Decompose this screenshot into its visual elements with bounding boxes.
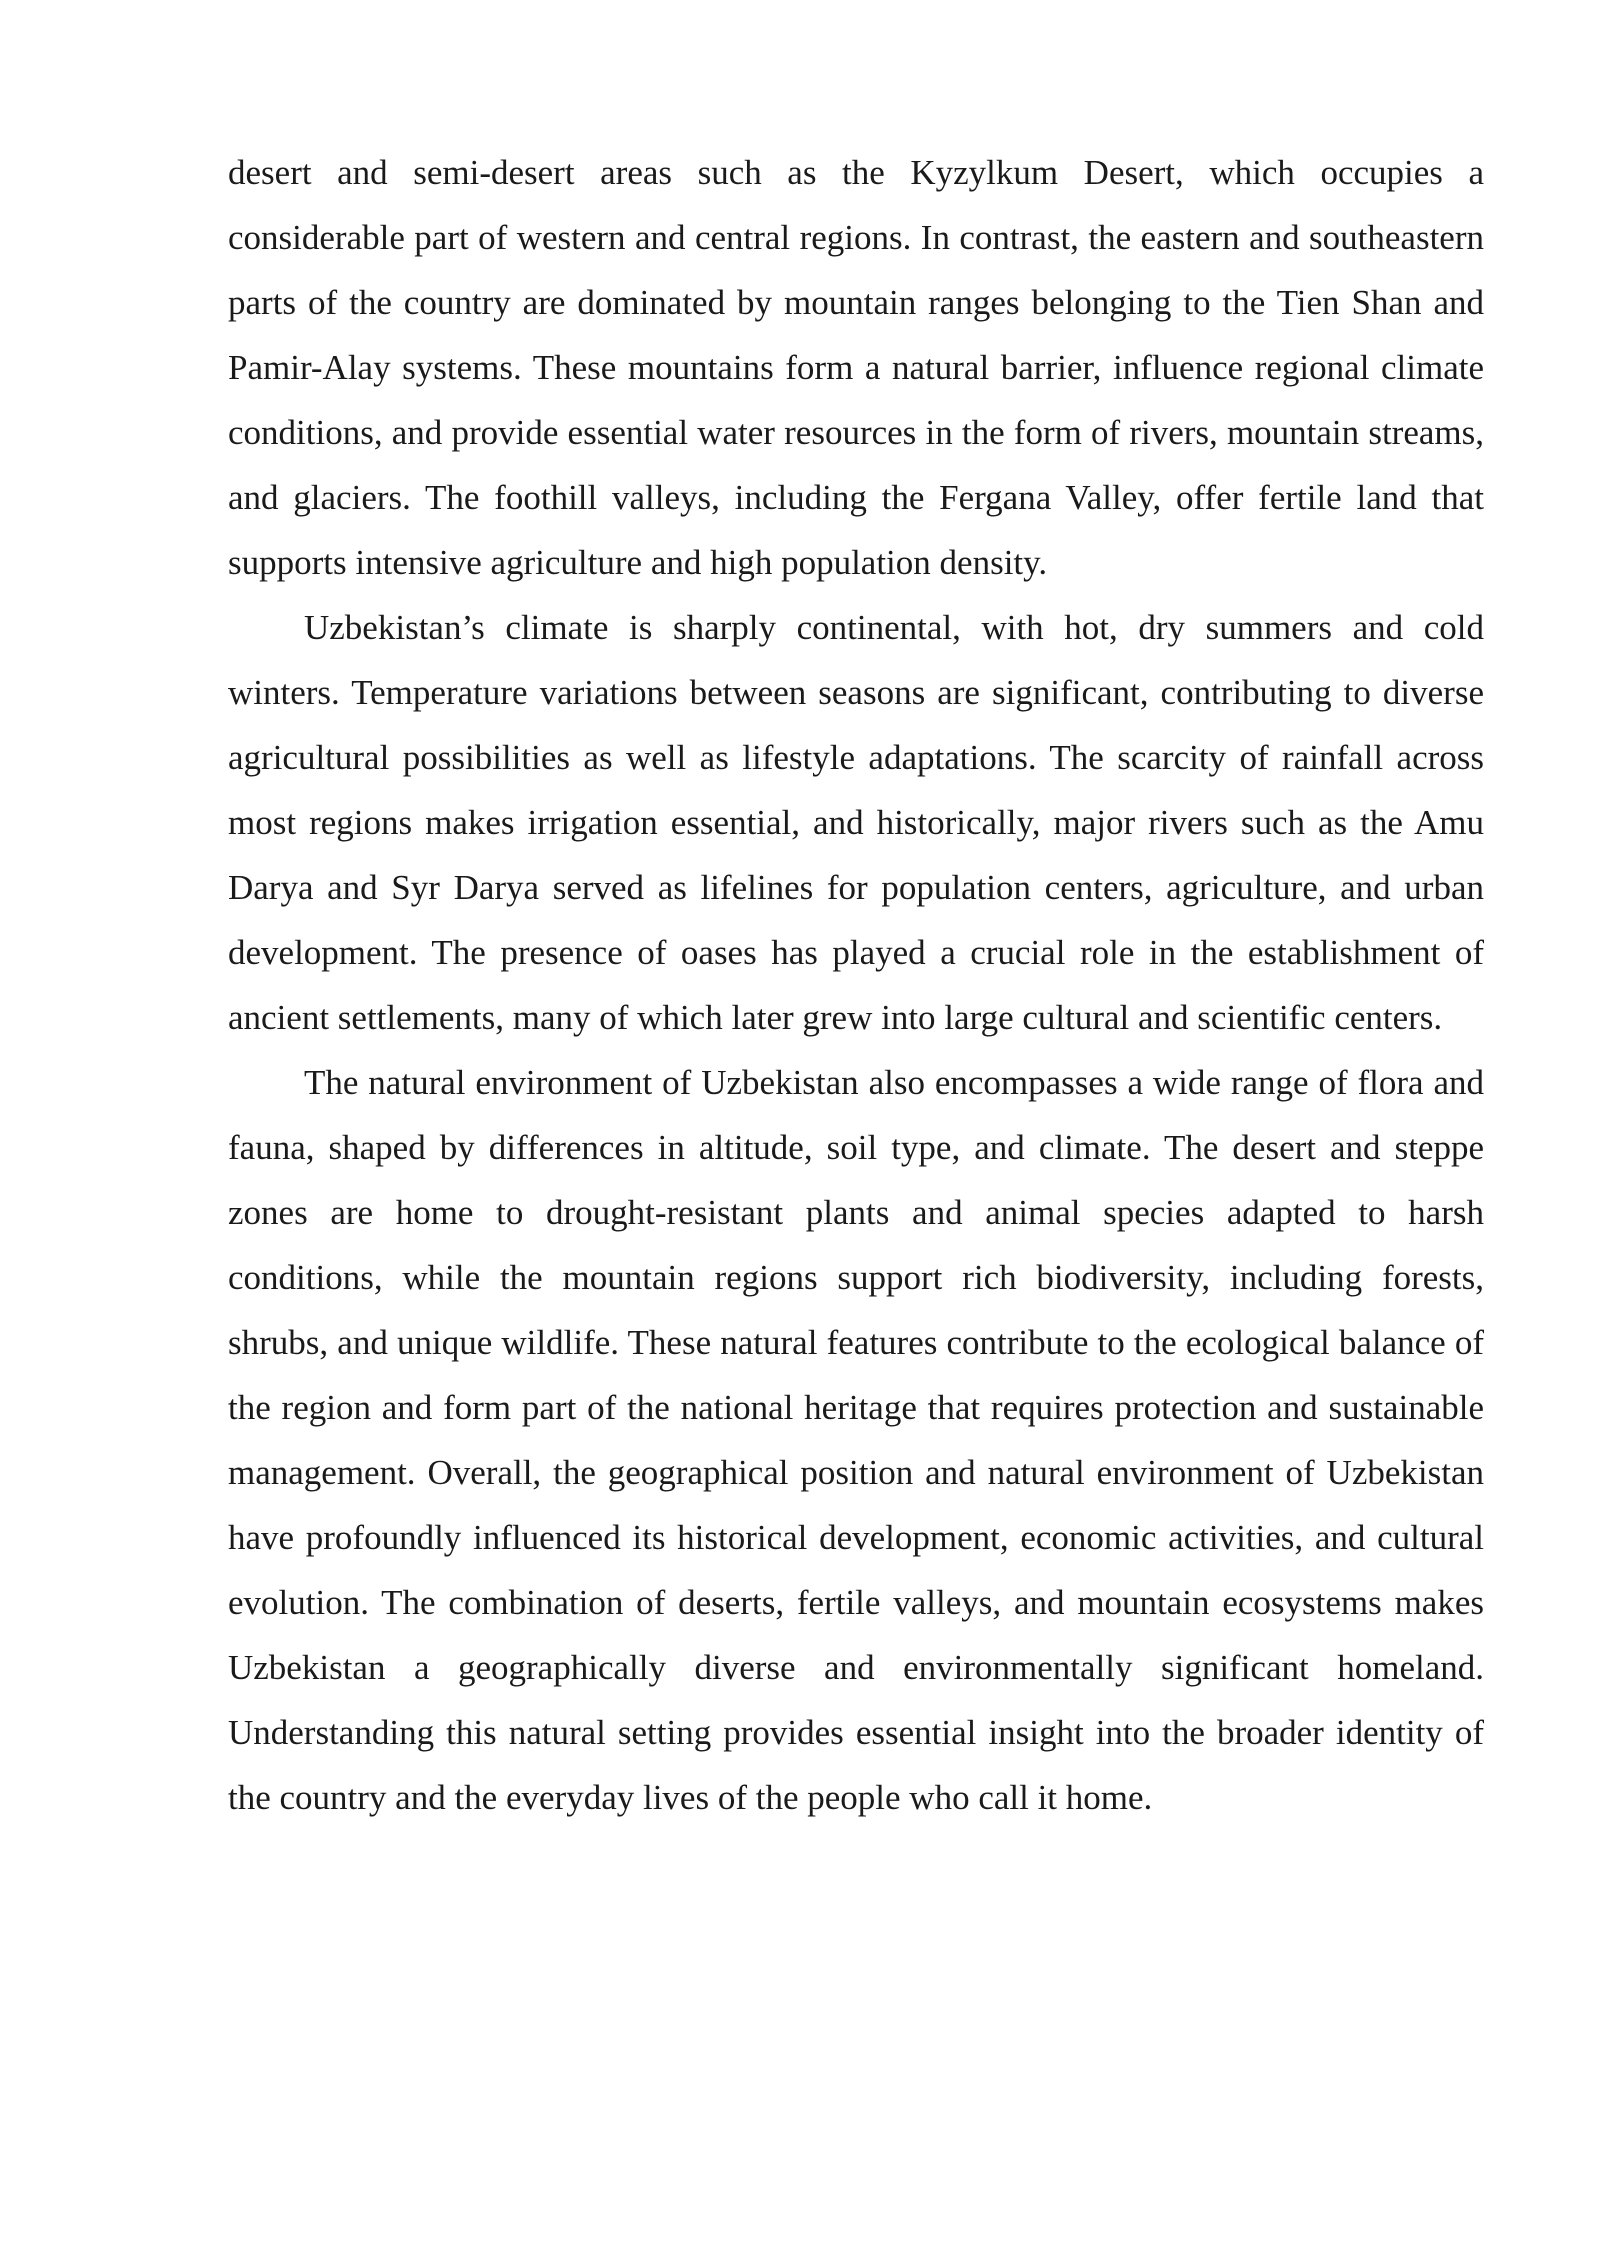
paragraph-continuation: desert and semi-desert areas such as the Kyzylkum Desert, which occupies a considerable part of western and central regions. In contrast, the eastern and southeastern parts of the country are dominated by mountain ranges belonging to the Tien Shan and Pamir-Alay systems. These mountains form a natural barrier, influence regional climate conditions, and provide essential water resources in the form of rivers, mountain streams, and glaciers. The foothill valleys, including the Fergana Valley, offer fertile land that supports intensive agriculture and high population density. <box>228 153 1484 582</box>
paragraph-natural-environment: The natural environment of Uzbekistan also encompasses a wide range of flora and fauna, shaped by differences in altitude, soil type, and climate. The desert and steppe zones are home to drought-resistant plants and animal species adapted to harsh conditions, while the mountain regions support rich biodiversity, including forests, shrubs, and unique wildlife. These natural features contribute to the ecological balance of the region and form part of the national heritage that requires protection and sustainable management. Overall, the geographical position and natural environment of Uzbekistan have profoundly influenced its historical development, economic activities, and cultural evolution. The combination of deserts, fertile valleys, and mountain ecosystems makes Uzbekistan a geographically diverse and environmentally significant homeland. Understanding this natural setting provides essential insight into the broader identity of the country and the everyday lives of the people who call it home. <box>228 1063 1484 1817</box>
document-body <box>228 140 1484 1830</box>
paragraph-climate: Uzbekistan’s climate is sharply continental, with hot, dry summers and cold winters. Temperature variations between seasons are significant, contributing to diverse agricultural possibilities as well as lifestyle adaptations. The scarcity of rainfall across most regions makes irrigation essential, and historically, major rivers such as the Amu Darya and Syr Darya served as lifelines for population centers, agriculture, and urban development. The presence of oases has played a crucial role in the establishment of ancient settlements, many of which later grew into large cultural and scientific centers. <box>228 608 1484 1037</box>
